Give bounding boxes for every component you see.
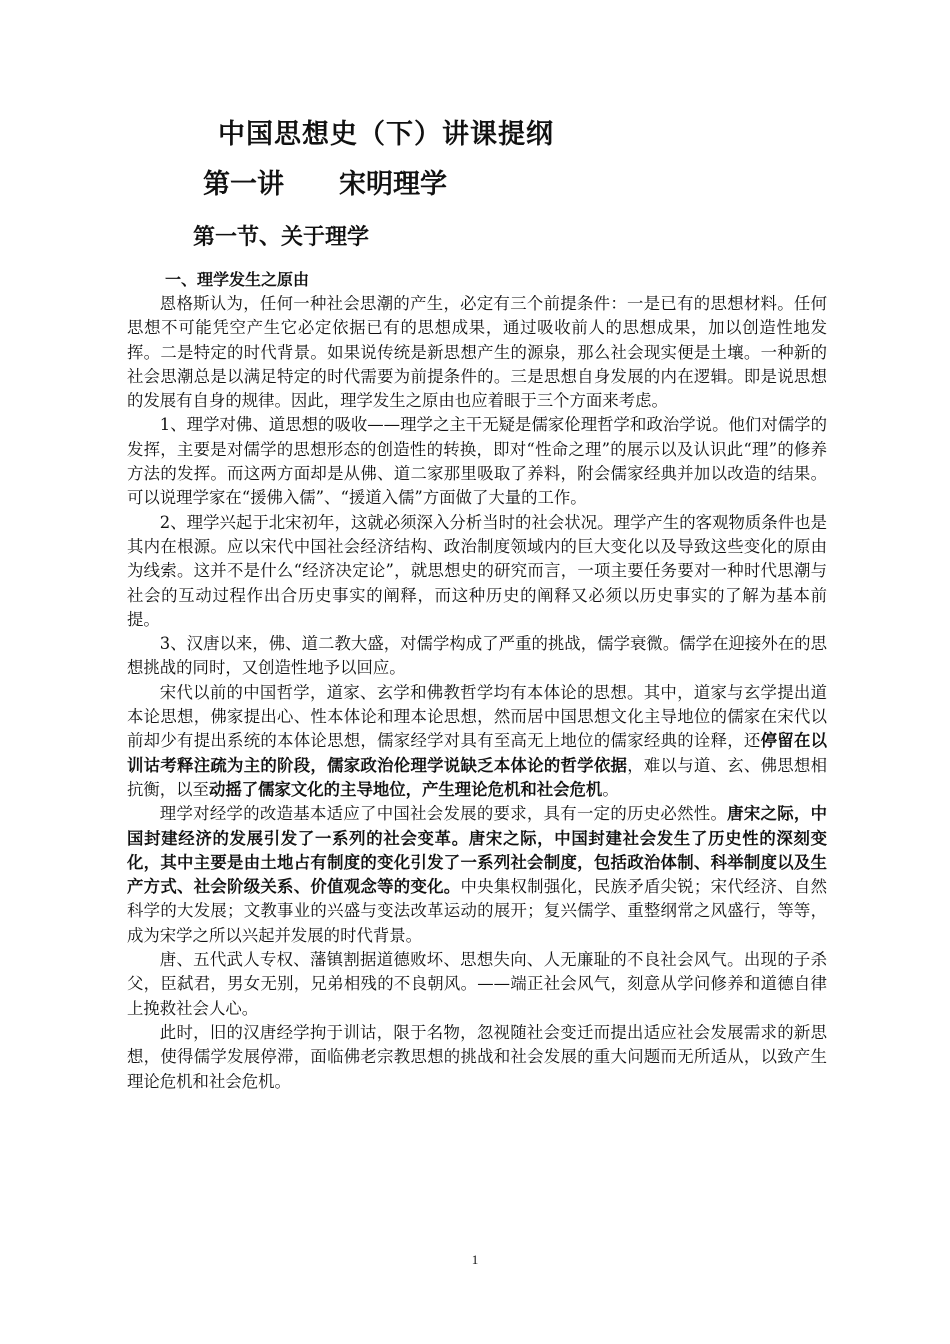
paragraph-1: 恩格斯认为，任何一种社会思潮的产生，必定有三个前提条件：一是已有的思想材料。任何思想不可能凭空产生它必定依据已有的思想成果，通过吸收前人的思想成果，加以创造性地发挥。二是特定的时代背景。如果说传统是新思想产生的源泉，那么社会现实便是土壤。一种新的社会思潮总是以满足特定的时代需要为前提条件的。三是思想自身发展的内在逻辑。即是说思想的发展有自身的规律。因此，理学发生之原由也应着眼于三个方面来考虑。 xyxy=(127,294,827,411)
text-run: 。 xyxy=(602,779,619,799)
text-run: 理学对经学的改造基本适应了中国社会发展的要求，具有一定的历史必然性。 xyxy=(159,804,728,824)
bold-run: 停留在以训诂考释注疏为主的阶段，儒家政治伦理学说缺乏本体论的哲学依据 xyxy=(127,731,828,775)
paragraph-2: 1、理学对佛、道思想的吸收——理学之主干无疑是儒家伦理哲学和政治学说。他们对儒学的发挥，主要是对儒学的思想形态的创造性的转换，即对“性命之理”的展示以及认识此“理”的修养方法的发挥。而这两方面却是从佛、道二家那里吸取了养料，附会儒家经典并加以改造的结果。可以说理学家在“援佛入儒”、“援道入儒”方面做了大量的工作。 xyxy=(127,415,827,508)
lecture-heading xyxy=(203,162,447,201)
lecture-number: 第一讲 xyxy=(203,169,284,200)
paragraph-4: 3、汉唐以来，佛、道二教大盛，对儒学构成了严重的挑战，儒学衰微。儒学在迎接外在的思想挑战的同时，又创造性地予以回应。 xyxy=(127,634,827,678)
paragraph-7: 唐、五代武人专权、藩镇割据道德败坏、思想失向、人无廉耻的不良社会风气。出现的子杀父，臣弑君，男女无别，兄弟相残的不良朝风。——端正社会风气，刻意从学问修养和道德自律上挽救社会人心。 xyxy=(127,950,827,1018)
document-title: 中国思想史（下）讲课提纲 xyxy=(218,119,554,150)
paragraph-5 xyxy=(127,681,827,802)
paragraph-8: 此时，旧的汉唐经学拘于训诂，限于名物，忽视随社会变迁而提出适应社会发展需求的新思想，使得儒学发展停滞，面临佛老宗教思想的挑战和社会发展的重大问题而无所适从，以致产生理论危机和社会危机。 xyxy=(127,1022,827,1091)
bold-run: 动摇了儒家文化的主导地位，产生理论危机和社会危机 xyxy=(208,779,603,799)
bold-run: 唐宋之际，中国封建经济的发展引发了一系列的社会变革。唐宋之际，中国封建社会发生了历史性的深刻变化，其中主要是由土地占有制度的变化引发了一系列社会制度，包括政治体制、科举制度以及生产方式、社会阶级关系、价值观念等的变化。 xyxy=(127,804,827,897)
text-run: 宋代以前的中国哲学，道家、玄学和佛教哲学均有本体论的思想。其中，道家与玄学提出道本论思想，佛家提出心、性本体论和理本论思想，然而居中国思想文化主导地位的儒家在宋代以前却少有提出系统的本体论思想，儒家经学对具有至高无上地位的儒家经典的诠释，还 xyxy=(127,682,827,751)
paragraph-3: 2、理学兴起于北宋初年，这就必须深入分析当时的社会状况。理学产生的客观物质条件也是其内在根源。应以宋代中国社会经济结构、政治制度领域内的巨大变化以及导致这些变化的原由为线索。这并不是什么“经济决定论”，就思想史的研究而言，一项主要任务要对一种时代思潮与社会的互动过程作出合历史事实的阐释，而这种历史的阐释又必须以历史事实的了解为基本前提。 xyxy=(127,512,827,629)
body-text xyxy=(127,292,827,1094)
subheading: 一、理学发生之原由 xyxy=(165,270,310,289)
text-run: ，难以与道、玄、佛思想相抗衡，以至 xyxy=(127,755,828,799)
section-heading: 第一节、关于理学 xyxy=(193,225,370,250)
text-run: 中央集权制强化，民族矛盾尖锐；宋代经济、自然科学的大发展；文教事业的兴盛与变法改革运动的展开；复兴儒学、重整纲常之风盛行，等等，成为宋学之所以兴起并发展的时代背景。 xyxy=(127,877,827,945)
page-number: 1 xyxy=(471,1252,479,1267)
paragraph-6 xyxy=(127,802,827,948)
lecture-name: 宋明理学 xyxy=(339,169,447,200)
